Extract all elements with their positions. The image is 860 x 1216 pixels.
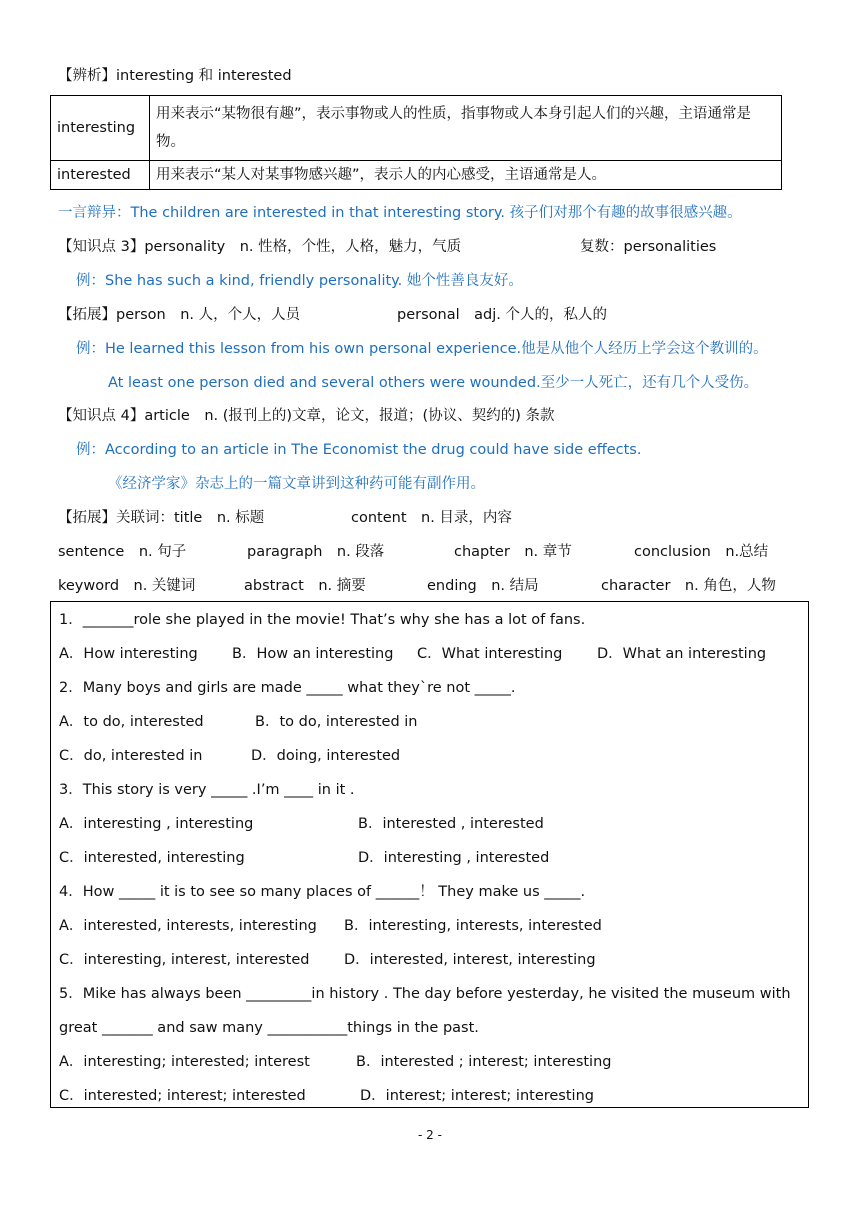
comparison-table — [50, 95, 782, 190]
kp3-plural: 复数：personalities — [580, 239, 717, 255]
ext2-item: abstract n. 摘要 — [244, 578, 366, 594]
option: A．interesting; interested; interest — [59, 1054, 310, 1070]
option: C．interesting, interest, interested — [59, 952, 310, 968]
kp4-example-2: 《经济学家》杂志上的一篇文章讲到这种药可能有副作用。 — [108, 476, 485, 492]
option: B．How an interesting — [232, 646, 394, 662]
table-desc: 用来表示“某人对某事物感兴趣”，表示人的内心感受，主语通常是人。 — [150, 161, 782, 190]
ext1-personal: personal adj. 个人的，私人的 — [397, 307, 607, 323]
option: C．interested; interest; interested — [59, 1088, 306, 1104]
option: A．to do, interested — [59, 714, 204, 730]
option: B．to do, interested in — [255, 714, 418, 730]
table-row — [51, 96, 782, 161]
exercise-box — [50, 601, 809, 1108]
summary-line: 一言辩异：The children are interested in that interesting story. 孩子们对那个有趣的故事很感兴趣。 — [58, 205, 742, 221]
option: D．What an interesting — [597, 646, 767, 662]
option: A．interested, interests, interesting — [59, 918, 317, 934]
option: D．doing, interested — [251, 748, 401, 764]
option: C．What interesting — [417, 646, 563, 662]
ext2-item: sentence n. 句子 — [58, 544, 187, 560]
kp4-example-1: 例：According to an article in The Economist the drug could have side effects. — [76, 442, 642, 458]
table-desc: 用来表示“某物很有趣”，表示事物或人的性质，指事物或人本身引起人们的兴趣，主语通常是物。 — [150, 96, 782, 161]
ext2-item: ending n. 结局 — [427, 578, 539, 594]
ext2-item: keyword n. 关键词 — [58, 578, 196, 594]
ext2-item: chapter n. 章节 — [454, 544, 572, 560]
page-number: - 2 - — [418, 1128, 442, 1142]
option: B．interested , interested — [358, 816, 544, 832]
question-5-cont: great _______ and saw many ___________things in the past. — [59, 1020, 479, 1036]
option: A．How interesting — [59, 646, 198, 662]
question-4: 4．How _____ it is to see so many places of ______！ They make us _____. — [59, 884, 586, 900]
question-2: 2．Many boys and girls are made _____ what they`re not _____. — [59, 680, 516, 696]
option: D．interested, interest, interesting — [344, 952, 596, 968]
option: A．interesting , interesting — [59, 816, 254, 832]
question-1: 1．_______role she played in the movie! That’s why she has a lot of fans. — [59, 612, 586, 628]
table-term: interesting — [51, 96, 150, 161]
kp3-heading: 【知识点 3】personality n. 性格，个性，人格，魅力，气质 — [58, 239, 462, 255]
ext1-example-2: At least one person died and several others were wounded.至少一人死亡，还有几个人受伤。 — [108, 375, 759, 391]
question-3: 3．This story is very _____ .I’m ____ in it . — [59, 782, 355, 798]
ext2-item: conclusion n.总结 — [634, 544, 769, 560]
table-row — [51, 161, 782, 190]
option: B．interesting, interests, interested — [344, 918, 602, 934]
question-5: 5．Mike has always been _________in history . The day before yesterday, he visited the museum with — [59, 986, 791, 1002]
option: B．interested ; interest; interesting — [356, 1054, 612, 1070]
ext2-item: content n. 目录，内容 — [351, 510, 512, 526]
kp3-example: 例：She has such a kind, friendly personality. 她个性善良友好。 — [76, 273, 523, 289]
option: D．interesting , interested — [358, 850, 550, 866]
analysis-heading: 【辨析】interesting 和 interested — [58, 68, 292, 84]
table-term: interested — [51, 161, 150, 190]
ext2-item: paragraph n. 段落 — [247, 544, 385, 560]
ext2-item: 【拓展】关联词：title n. 标题 — [58, 510, 265, 526]
ext2-item: character n. 角色，人物 — [601, 578, 776, 594]
option: C．interested, interesting — [59, 850, 245, 866]
option: C．do, interested in — [59, 748, 203, 764]
option: D．interest; interest; interesting — [360, 1088, 594, 1104]
ext1-person: 【拓展】person n. 人，个人，人员 — [58, 307, 301, 323]
kp4-heading: 【知识点 4】article n. (报刊上的)文章，论文，报道；(协议、契约的) 条款 — [58, 408, 555, 424]
ext1-example-1: 例：He learned this lesson from his own personal experience.他是从他个人经历上学会这个教训的。 — [76, 341, 768, 357]
